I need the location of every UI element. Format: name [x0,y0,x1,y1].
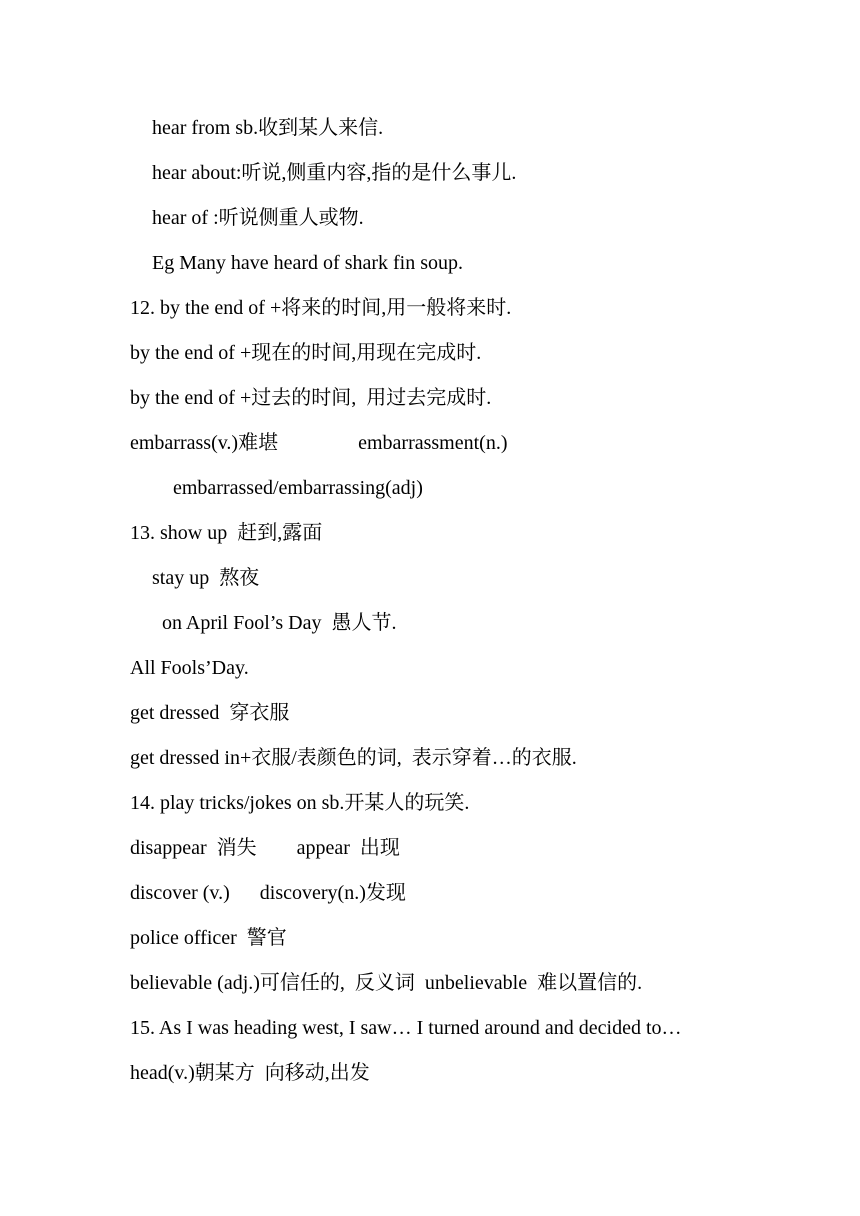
text-line-18: discover (v.) discovery(n.)发现 [130,882,406,904]
text-line-6: by the end of +现在的时间,用现在完成时. [130,342,482,364]
text-line-9: embarrassed/embarrassing(adj) [173,477,423,499]
text-line-16: 14. play tricks/jokes on sb.开某人的玩笑. [130,792,470,814]
text-line-2: hear about:听说,侧重内容,指的是什么事儿. [152,162,517,184]
text-line-3: hear of :听说侧重人或物. [152,207,364,229]
text-line-21: 15. As I was heading west, I saw… I turned around and decided to… [130,1017,682,1039]
text-line-5: 12. by the end of +将来的时间,用一般将来时. [130,297,512,319]
text-line-14: get dressed 穿衣服 [130,702,290,724]
text-line-7: by the end of +过去的时间, 用过去完成时. [130,387,492,409]
text-line-11: stay up 熬夜 [152,567,260,589]
text-line-17: disappear 消失 appear 出现 [130,837,400,859]
text-line-22: head(v.)朝某方 向移动,出发 [130,1062,370,1084]
text-line-1: hear from sb.收到某人来信. [152,117,384,139]
text-line-20: believable (adj.)可信任的, 反义词 unbelievable 难以置信的. [130,972,643,994]
text-line-10: 13. show up 赶到,露面 [130,522,323,544]
text-line-8: embarrass(v.)难堪 embarrassment(n.) [130,432,508,454]
text-line-12: on April Fool’s Day 愚人节. [162,612,397,634]
text-line-4: Eg Many have heard of shark fin soup. [152,252,464,274]
text-line-19: police officer 警官 [130,927,287,949]
text-line-15: get dressed in+衣服/表颜色的词, 表示穿着…的衣服. [130,747,577,769]
text-line-13: All Fools’Day. [130,657,249,679]
